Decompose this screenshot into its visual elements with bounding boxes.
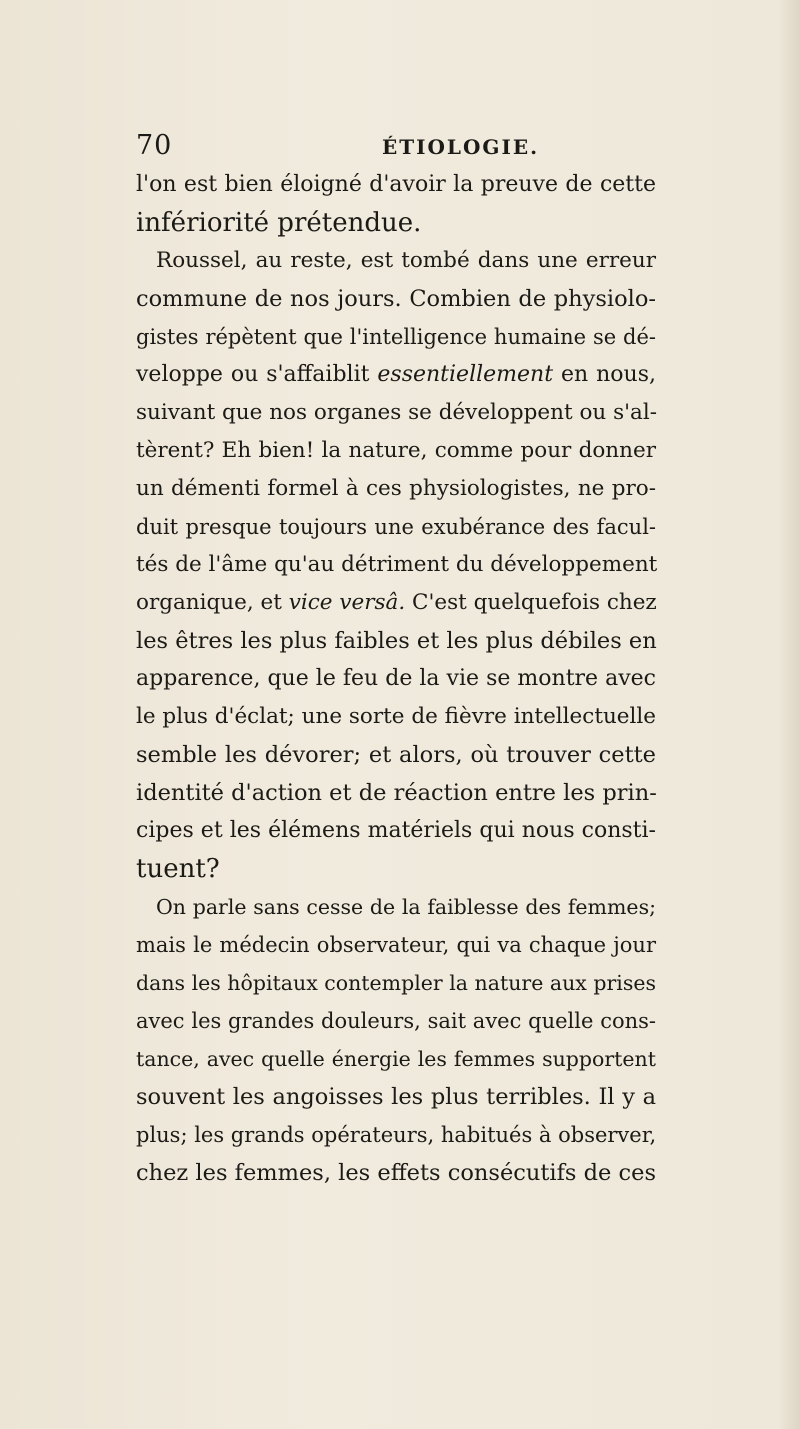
text-line: plus; les grands opérateurs, habitués à observer, [136, 1123, 657, 1147]
page-number: 70 [136, 130, 173, 161]
paragraph-start-line: On parle sans cesse de la faiblesse des femmes; [156, 895, 656, 919]
text-line: tuent? [136, 854, 220, 884]
paragraph-start-line: Roussel, au reste, est tombé dans une erreur [156, 248, 656, 273]
text-line: avec les grandes douleurs, sait avec quelle cons- [136, 1009, 656, 1033]
text-line: duit presque toujours une exubérance des facul- [136, 515, 656, 539]
text-line: commune de nos jours. Combien de physiolo- [136, 286, 656, 312]
text-line: l'on est bien éloigné d'avoir la preuve de cette [136, 172, 656, 197]
text-line: chez les femmes, les effets consécutifs de ces [136, 1160, 656, 1186]
italic-emphasis: essentiellement [377, 362, 554, 387]
text-line: tés de l'âme qu'au détriment du développement [136, 552, 658, 577]
text-line: dans les hôpitaux contempler la nature aux prises [136, 971, 656, 995]
text-line: un démenti formel à ces physiologistes, ne pro- [136, 476, 656, 501]
text-line: apparence, que le feu de la vie se montre avec [136, 666, 656, 691]
text-fragment: organique, et [136, 590, 289, 615]
text-line: souvent les angoisses les plus terribles. Il y a [136, 1084, 656, 1110]
page-edge-shadow [778, 0, 800, 1429]
page-header [136, 130, 696, 160]
text-fragment: veloppe ou s'affaiblit [136, 362, 378, 387]
text-line: le plus d'éclat; une sorte de fièvre intellectuelle [136, 704, 656, 729]
text-line: semble les dévorer; et alors, où trouver cette [136, 742, 656, 768]
text-fragment: C'est quelquefois chez [405, 590, 657, 615]
text-line: identité d'action et de réaction entre les prin- [136, 780, 657, 806]
italic-emphasis: vice versâ. [288, 590, 406, 615]
text-line [136, 356, 656, 394]
text-line [136, 584, 656, 622]
text-line: tèrent? Eh bien! la nature, comme pour donner [136, 438, 656, 463]
running-title: ÉTIOLOGIE. [382, 135, 540, 159]
text-line: infériorité prétendue. [136, 208, 422, 238]
text-line: tance, avec quelle énergie les femmes supportent [136, 1047, 656, 1071]
text-line: cipes et les élémens matériels qui nous consti- [136, 818, 656, 843]
text-line: suivant que nos organes se développent ou s'al- [136, 400, 657, 425]
text-line: gistes répètent que l'intelligence humaine se dé- [136, 325, 656, 349]
text-line: les êtres les plus faibles et les plus débiles en [136, 628, 657, 654]
body-text [136, 166, 656, 1192]
text-line: mais le médecin observateur, qui va chaque jour [136, 933, 656, 957]
text-fragment: en nous, [553, 362, 656, 387]
